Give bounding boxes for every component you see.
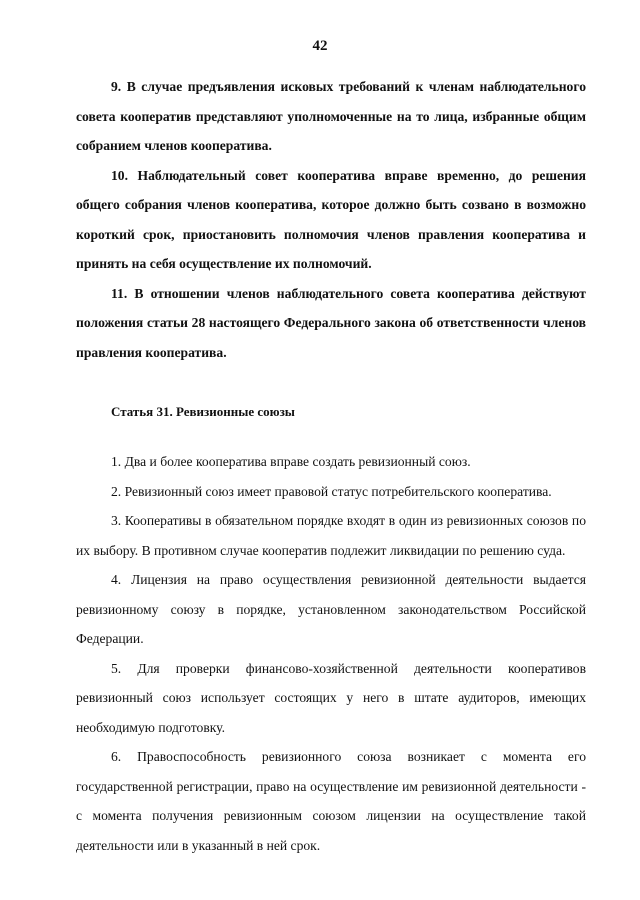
article-heading: Статья 31. Ревизионные союзы <box>111 404 295 419</box>
paragraph-10: 10. Наблюдательный совет кооператива вправе временно, до решения общего собрания членов кооператива, которое должно быть созвано в возможно короткий срок, приостановить полномочия членов правления кооператива и принять на себя осуществление их полномочий. <box>76 167 586 271</box>
article-paragraph-6: 6. Правоспособность ревизионного союза возникает с момента его государственной регистрации, право на осуществление им ревизионной деятельности - с момента получения ревизионным союзом лицензии на осуществление такой деятельности или в указанный в ней срок. <box>76 749 586 853</box>
top-section <box>76 72 586 367</box>
page-number: 42 <box>312 38 328 54</box>
article-paragraph-5: 5. Для проверки финансово-хозяйственной деятельности кооперативов ревизионный союз использует состоящих у него в штате аудиторов, имеющих необходимую подготовку. <box>76 660 586 735</box>
article-paragraph-1: 1. Два и более кооператива вправе создать ревизионный союз. <box>111 454 471 469</box>
article-section <box>76 447 586 860</box>
article-paragraph-2: 2. Ревизионный союз имеет правовой статус потребительского кооператива. <box>111 483 552 499</box>
paragraph-11: 11. В отношении членов наблюдательного совета кооператива действуют положения статьи 28 настоящего Федерального закона об ответственности членов правления кооператива. <box>76 285 586 360</box>
article-paragraph-3: 3. Кооперативы в обязательном порядке входят в один из ревизионных союзов по их выбору. В противном случае кооператив подлежит ликвидации по решению суда. <box>76 513 586 558</box>
article-paragraph-4: 4. Лицензия на право осуществления ревизионной деятельности выдается ревизионному союзу в порядке, установленном законодательством Российской Федерации. <box>76 572 586 646</box>
paragraph-9: 9. В случае предъявления исковых требований к членам наблюдательного совета кооператив представляют уполномоченные на то лица, избранные общим собранием членов кооператива. <box>76 79 586 153</box>
